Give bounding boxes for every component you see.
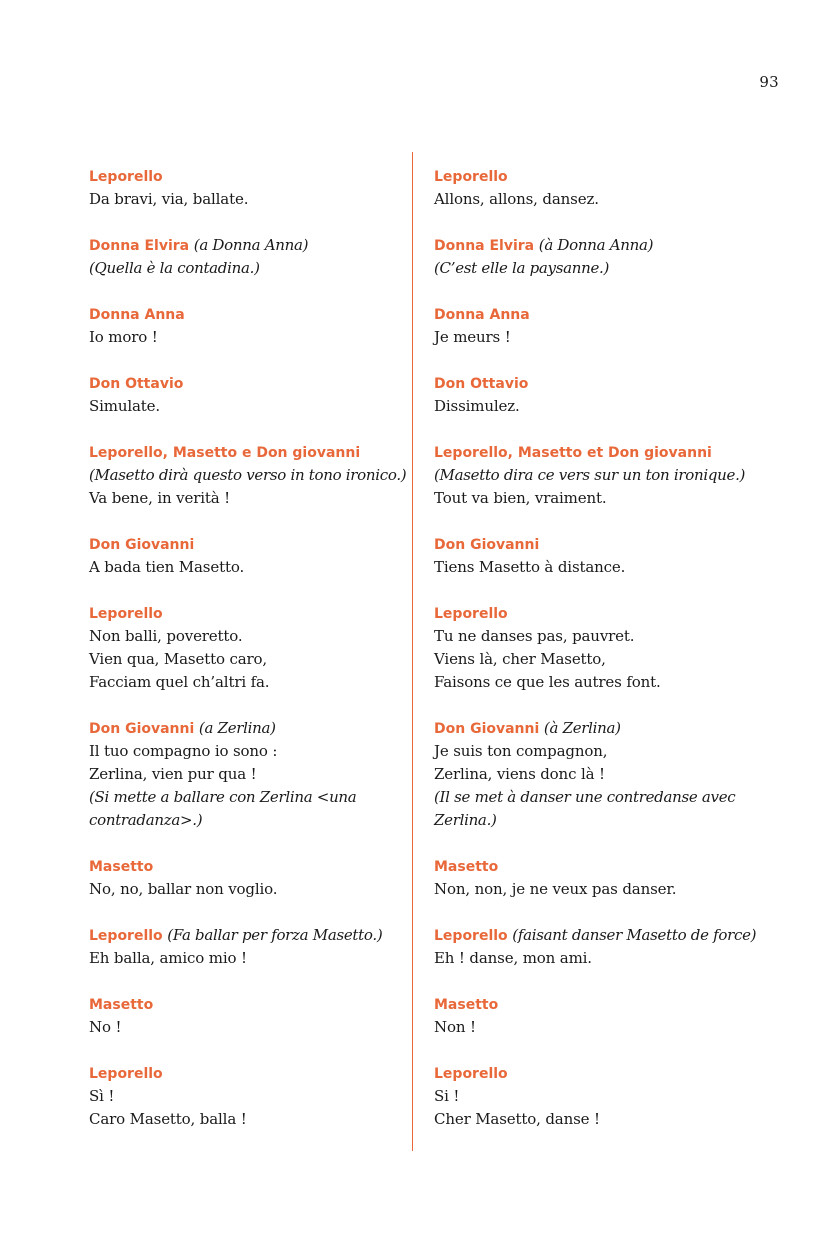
dialogue-block bbox=[434, 993, 804, 1039]
dialogue-block bbox=[434, 1062, 804, 1131]
dialogue-line: Zerlina, vien pur qua ! bbox=[89, 765, 257, 783]
speaker-name: Leporello bbox=[89, 928, 163, 944]
dialogue-line: Eh balla, amico mio ! bbox=[89, 949, 247, 967]
stage-direction: (a Donna Anna) bbox=[193, 236, 309, 254]
dialogue-line: Allons, allons, dansez. bbox=[434, 190, 599, 208]
stage-direction-line: (Quella è la contadina.) bbox=[89, 259, 260, 277]
dialogue-line: Va bene, in verità ! bbox=[89, 489, 231, 507]
dialogue-block bbox=[89, 924, 409, 970]
speaker-name: Don Giovanni bbox=[434, 537, 540, 553]
stage-direction-line: (Masetto dira ce vers sur un ton ironique.) bbox=[434, 466, 746, 484]
dialogue-block bbox=[434, 165, 804, 211]
dialogue-line: Tiens Masetto à distance. bbox=[434, 558, 626, 576]
dialogue-line: Vien qua, Masetto caro, bbox=[89, 650, 268, 668]
speaker-name: Don Giovanni bbox=[434, 721, 540, 737]
speaker-line bbox=[89, 372, 409, 395]
dialogue-line: Cher Masetto, danse ! bbox=[434, 1110, 600, 1128]
dialogue-block bbox=[89, 372, 409, 418]
dialogue-line: A bada tien Masetto. bbox=[89, 558, 245, 576]
stage-direction-line: (Il se met à danser une contredanse avec bbox=[434, 788, 736, 806]
speaker-line bbox=[89, 855, 409, 878]
speaker-name: Masetto bbox=[89, 859, 154, 875]
speaker-line bbox=[89, 165, 409, 188]
dialogue-line: Facciam quel ch’altri fa. bbox=[89, 673, 270, 691]
speaker-line bbox=[434, 303, 804, 326]
speaker-name: Masetto bbox=[89, 997, 154, 1013]
speaker-line bbox=[89, 602, 409, 625]
speaker-name: Leporello, Masetto et Don giovanni bbox=[434, 445, 712, 461]
dialogue-block bbox=[89, 602, 409, 694]
stage-direction: (à Donna Anna) bbox=[538, 236, 654, 254]
dialogue-line: Faisons ce que les autres font. bbox=[434, 673, 661, 691]
speaker-line bbox=[89, 441, 409, 464]
speaker-name: Donna Elvira bbox=[434, 238, 535, 254]
dialogue-block bbox=[434, 924, 804, 970]
dialogue-block bbox=[434, 717, 804, 832]
stage-direction-line: (Si mette a ballare con Zerlina <una bbox=[89, 788, 357, 806]
speaker-line bbox=[434, 717, 804, 740]
stage-direction: (Fa ballar per forza Masetto.) bbox=[167, 926, 383, 944]
dialogue-line: Zerlina, viens donc là ! bbox=[434, 765, 605, 783]
dialogue-block bbox=[89, 165, 409, 211]
speaker-name: Donna Elvira bbox=[89, 238, 190, 254]
stage-direction: (a Zerlina) bbox=[198, 719, 276, 737]
dialogue-block bbox=[89, 1062, 409, 1131]
speaker-name: Leporello, Masetto e Don giovanni bbox=[89, 445, 361, 461]
dialogue-line: Non balli, poveretto. bbox=[89, 627, 243, 645]
speaker-line bbox=[434, 441, 804, 464]
dialogue-line: Non, non, je ne veux pas danser. bbox=[434, 880, 677, 898]
speaker-name: Leporello bbox=[89, 606, 163, 622]
speaker-line bbox=[434, 993, 804, 1016]
speaker-line bbox=[89, 717, 409, 740]
speaker-name: Leporello bbox=[434, 169, 508, 185]
dialogue-line: Simulate. bbox=[89, 397, 161, 415]
dialogue-line: Tout va bien, vraiment. bbox=[434, 489, 607, 507]
speaker-line bbox=[434, 165, 804, 188]
dialogue-line: Si ! bbox=[434, 1087, 460, 1105]
speaker-line bbox=[434, 602, 804, 625]
dialogue-line: Je meurs ! bbox=[434, 328, 511, 346]
speaker-line bbox=[434, 533, 804, 556]
speaker-line bbox=[434, 372, 804, 395]
speaker-name: Leporello bbox=[89, 1066, 163, 1082]
speaker-name: Don Ottavio bbox=[89, 376, 184, 392]
speaker-line bbox=[434, 234, 804, 257]
dialogue-block bbox=[89, 234, 409, 280]
stage-direction-line: contradanza>.) bbox=[89, 811, 203, 829]
dialogue-block bbox=[434, 533, 804, 579]
dialogue-line: Eh ! danse, mon ami. bbox=[434, 949, 592, 967]
dialogue-line: Non ! bbox=[434, 1018, 476, 1036]
dialogue-line: Sì ! bbox=[89, 1087, 115, 1105]
speaker-line bbox=[89, 303, 409, 326]
stage-direction-line: (Masetto dirà questo verso in tono ironico.) bbox=[89, 466, 407, 484]
italian-column bbox=[89, 165, 409, 1154]
dialogue-block bbox=[434, 303, 804, 349]
speaker-name: Donna Anna bbox=[434, 307, 530, 323]
stage-direction: (faisant danser Masetto de force) bbox=[512, 926, 757, 944]
stage-direction: (à Zerlina) bbox=[543, 719, 621, 737]
speaker-line bbox=[89, 234, 409, 257]
dialogue-block bbox=[434, 602, 804, 694]
speaker-name: Don Giovanni bbox=[89, 721, 195, 737]
speaker-name: Leporello bbox=[89, 169, 163, 185]
french-column bbox=[434, 165, 804, 1154]
speaker-name: Masetto bbox=[434, 859, 499, 875]
speaker-line bbox=[89, 533, 409, 556]
speaker-name: Leporello bbox=[434, 928, 508, 944]
speaker-name: Leporello bbox=[434, 606, 508, 622]
dialogue-block bbox=[89, 441, 409, 510]
dialogue-line: Tu ne danses pas, pauvret. bbox=[434, 627, 635, 645]
column-divider bbox=[412, 152, 413, 1151]
dialogue-line: Io moro ! bbox=[89, 328, 158, 346]
speaker-name: Leporello bbox=[434, 1066, 508, 1082]
dialogue-block bbox=[434, 234, 804, 280]
dialogue-block bbox=[89, 993, 409, 1039]
dialogue-line: Dissimulez. bbox=[434, 397, 520, 415]
speaker-line bbox=[89, 993, 409, 1016]
speaker-line bbox=[89, 1062, 409, 1085]
dialogue-line: Da bravi, via, ballate. bbox=[89, 190, 249, 208]
speaker-name: Masetto bbox=[434, 997, 499, 1013]
dialogue-line: Je suis ton compagnon, bbox=[434, 742, 608, 760]
speaker-line bbox=[434, 1062, 804, 1085]
dialogue-block bbox=[434, 855, 804, 901]
speaker-name: Don Giovanni bbox=[89, 537, 195, 553]
speaker-name: Don Ottavio bbox=[434, 376, 529, 392]
stage-direction-line: (C’est elle la paysanne.) bbox=[434, 259, 610, 277]
speaker-line bbox=[434, 924, 804, 947]
dialogue-block bbox=[89, 855, 409, 901]
page-number: 93 bbox=[759, 73, 779, 91]
dialogue-block bbox=[89, 533, 409, 579]
dialogue-block bbox=[434, 372, 804, 418]
dialogue-block bbox=[434, 441, 804, 510]
dialogue-line: No, no, ballar non voglio. bbox=[89, 880, 278, 898]
stage-direction-line: Zerlina.) bbox=[434, 811, 497, 829]
dialogue-line: Viens là, cher Masetto, bbox=[434, 650, 606, 668]
dialogue-line: Caro Masetto, balla ! bbox=[89, 1110, 247, 1128]
speaker-line bbox=[434, 855, 804, 878]
speaker-line bbox=[89, 924, 409, 947]
dialogue-line: Il tuo compagno io sono : bbox=[89, 742, 278, 760]
speaker-name: Donna Anna bbox=[89, 307, 185, 323]
dialogue-block bbox=[89, 303, 409, 349]
dialogue-block bbox=[89, 717, 409, 832]
dialogue-line: No ! bbox=[89, 1018, 122, 1036]
